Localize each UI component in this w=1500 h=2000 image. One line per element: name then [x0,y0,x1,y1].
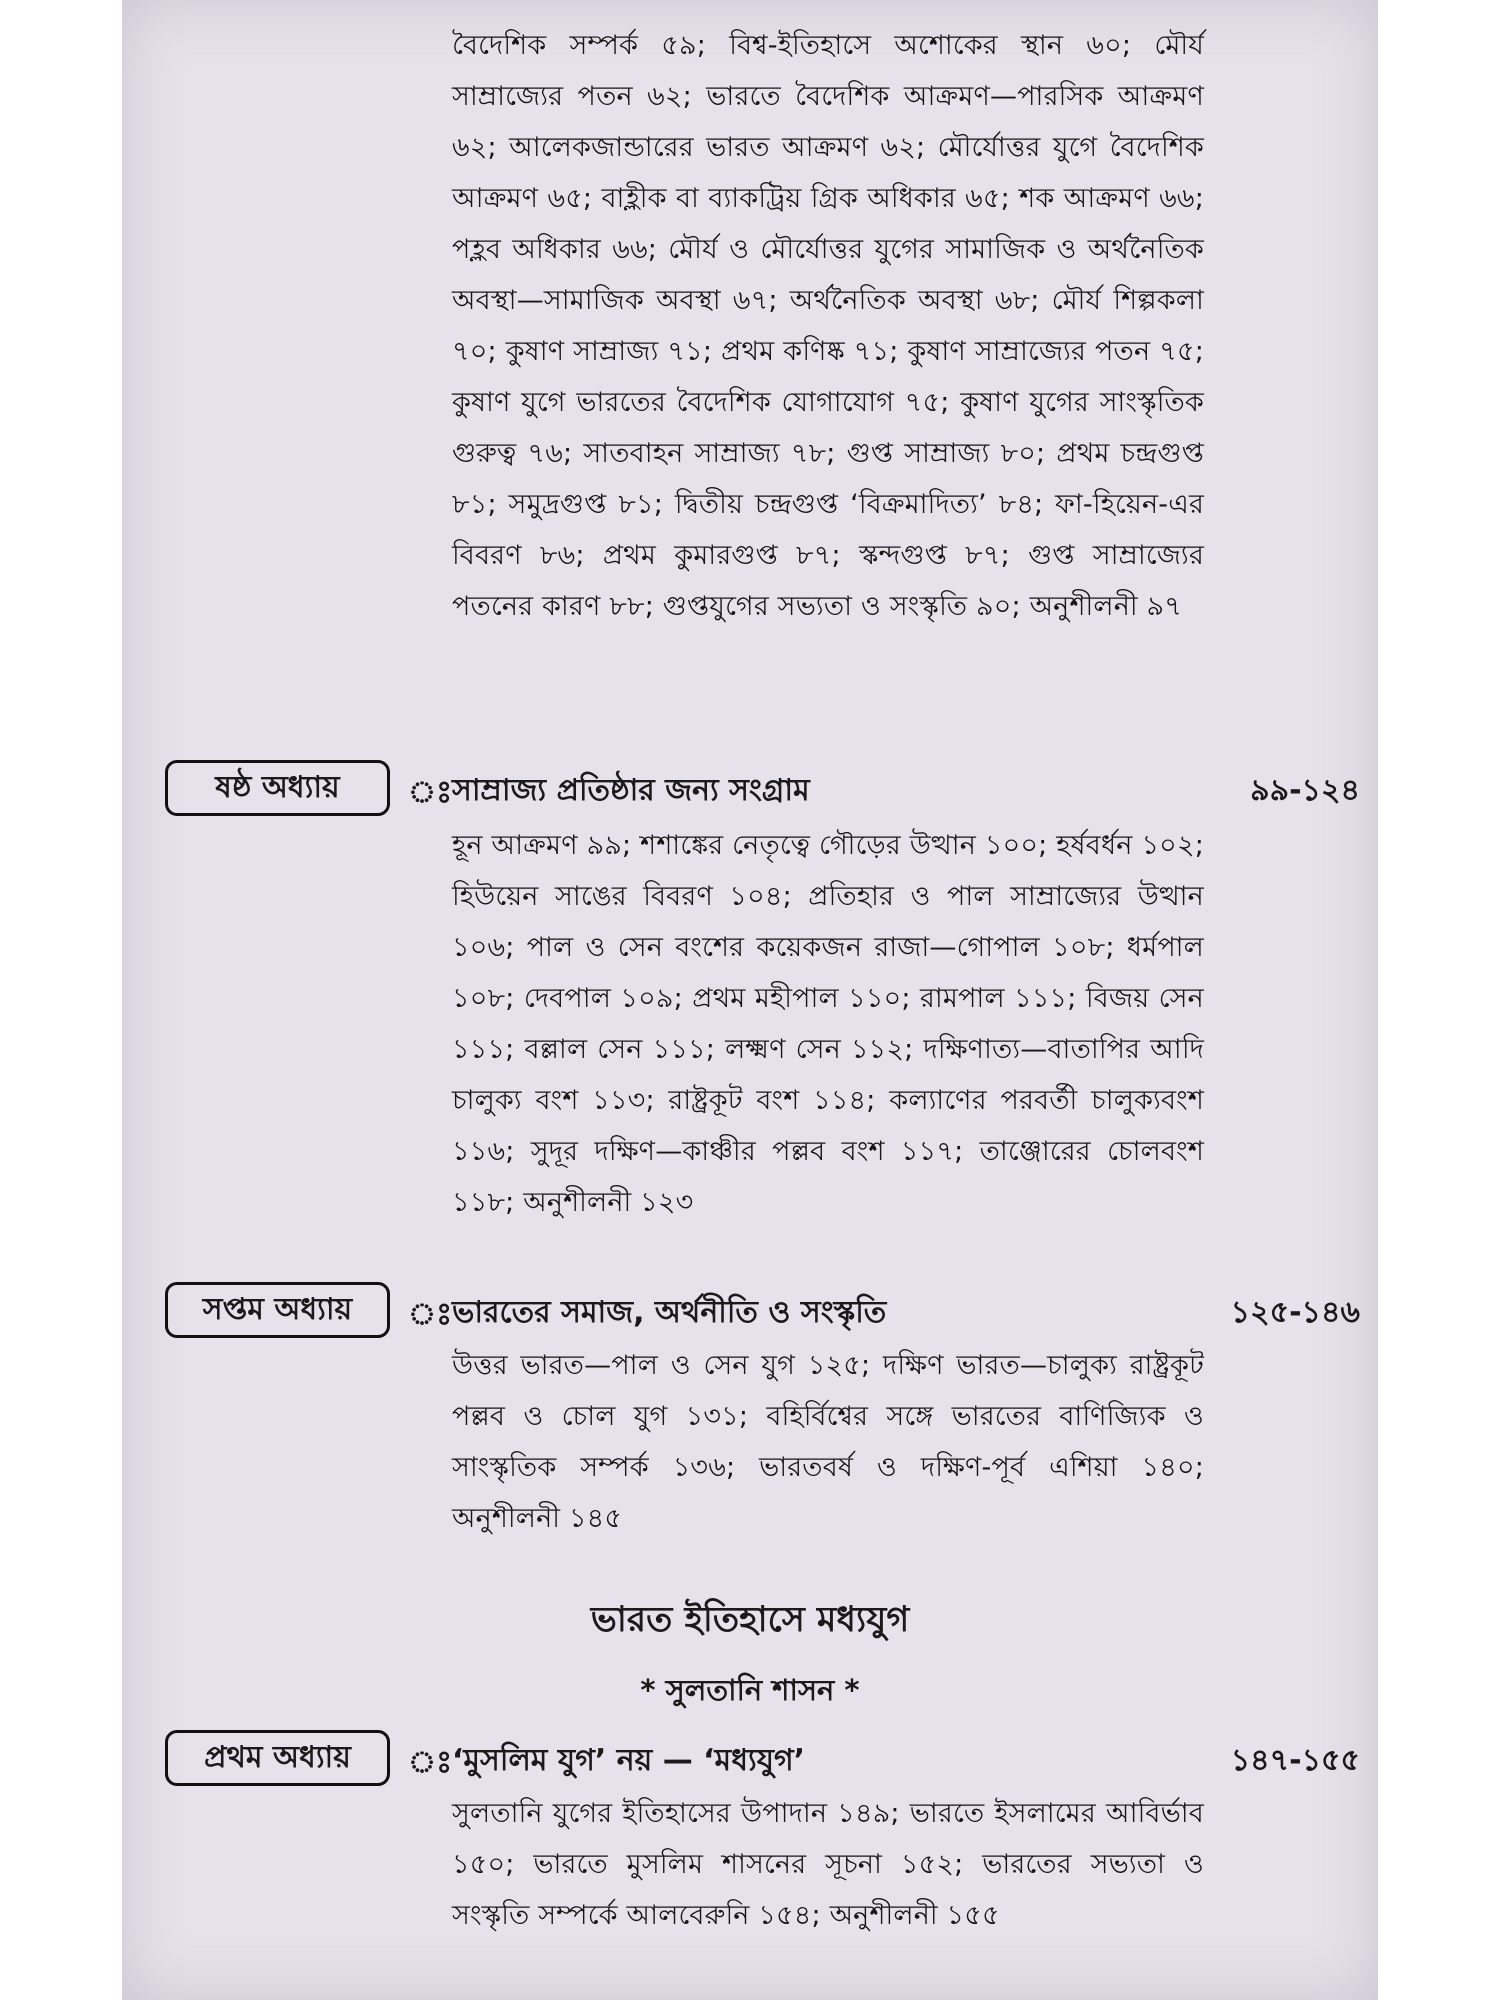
chapter-page-range: ৯৯-১২৪ [1250,773,1360,808]
chapter-title: ভারতের সমাজ, অর্থনীতি ও সংস্কৃতি [452,1295,887,1330]
section-title: ভারত ইতিহাসে মধ্যযুগ [590,1600,910,1640]
chapter-row-7 [0,1282,1500,1342]
intro-paragraph: বৈদেশিক সম্পর্ক ৫৯; বিশ্ব-ইতিহাসে অশোকের স্থান ৬০; মৌর্য সাম্রাজ্যের পতন ৬২; ভারতে বৈদেশিক আক্রমণ—পারসিক আক্রমণ ৬২; আলেকজান্ডারের ভারত আক্রমণ ৬২; মৌর্যোত্তর যুগে বৈদেশিক আক্রমণ ৬৫; বাহ্লীক বা ব্যাকট্রিয় গ্রিক অধিকার ৬৫; শক আক্রমণ ৬৬; পহ্লব অধিকার ৬৬; মৌর্য ও মৌর্যোত্তর যুগের সামাজিক ও অর্থনৈতিক অবস্থা—সামাজিক অবস্থা ৬৭; অর্থনৈতিক অবস্থা ৬৮; মৌর্য শিল্পকলা ৭০; কুষাণ সাম্রাজ্য ৭১; প্রথম কণিষ্ক ৭১; কুষাণ সাম্রাজ্যের পতন ৭৫; কুষাণ যুগে ভারতের বৈদেশিক যোগাযোগ ৭৫; কুষাণ যুগের সাংস্কৃতিক গুরুত্ব ৭৬; সাতবাহন সাম্রাজ্য ৭৮; গুপ্ত সাম্রাজ্য ৮০; প্রথম চন্দ্রগুপ্ত ৮১; সমুদ্রগুপ্ত ৮১; দ্বিতীয় চন্দ্রগুপ্ত ‘বিক্রমাদিত্য’ ৮৪; ফা-হিয়েন-এর বিবরণ ৮৬; প্রথম কুমারগুপ্ত ৮৭; স্কন্দগুপ্ত ৮৭; গুপ্ত সাম্রাজ্যের পতনের কারণ ৮৮; গুপ্তযুগের সভ্যতা ও সংস্কৃতি ৯০; অনুশীলনী ৯৭ [452,30,1204,622]
chapter-colon: ঃ [408,775,453,810]
chapter-row-medieval-1 [0,1730,1500,1790]
chapter-title: ‘মুসলিম যুগ’ নয় — ‘মধ্যযুগ’ [452,1743,806,1778]
chapter-colon: ঃ [408,1297,453,1332]
chapter-6-contents: হূন আক্রমণ ৯৯; শশাঙ্কের নেতৃত্বে গৌড়ের উত্থান ১০০; হর্ষবর্ধন ১০২; হিউয়েন সাঙের বিবরণ ১০৪; প্রতিহার ও পাল সাম্রাজ্যের উত্থান ১০৬; পাল ও সেন বংশের কয়েকজন রাজা—গোপাল ১০৮; ধর্মপাল ১০৮; দেবপাল ১০৯; প্রথম মহীপাল ১১০; রামপাল ১১১; বিজয় সেন ১১১; বল্লাল সেন ১১১; লক্ষ্মণ সেন ১১২; দক্ষিণাত্য—বাতাপির আদি চালুক্য বংশ ১১৩; রাষ্ট্রকূট বংশ ১১৪; কল্যাণের পরবর্তী চালুক্যবংশ ১১৬; সুদূর দক্ষিণ—কাঞ্চীর পল্লব বংশ ১১৭; তাঞ্জোরের চোলবংশ ১১৮; অনুশীলনী ১২৩ [452,830,1204,1218]
chapter-label-box: ষষ্ঠ অধ্যায় [165,760,390,816]
chapter-page-range: ১২৫-১৪৬ [1230,1295,1360,1330]
medieval-chapter-1-contents: সুলতানি যুগের ইতিহাসের উপাদান ১৪৯; ভারতে ইসলামের আবির্ভাব ১৫০; ভারতে মুসলিম শাসনের সূচনা ১৫২; ভারতের সভ্যতা ও সংস্কৃতি সম্পর্কে আলবেরুনি ১৫৪; অনুশীলনী ১৫৫ [452,1798,1204,1931]
chapter-label-box: সপ্তম অধ্যায় [165,1282,390,1338]
chapter-label-box: প্রথম অধ্যায় [165,1730,390,1786]
chapter-page-range: ১৪৭-১৫৫ [1230,1743,1360,1778]
chapter-row-6 [0,760,1500,820]
chapter-7-contents: উত্তর ভারত—পাল ও সেন যুগ ১২৫; দক্ষিণ ভারত—চালুক্য রাষ্ট্রকূট পল্লব ও চোল যুগ ১৩১; বহির্বিশ্বের সঙ্গে ভারতের বাণিজ্যিক ও সাংস্কৃতিক সম্পর্ক ১৩৬; ভারতবর্ষ ও দক্ষিণ-পূর্ব এশিয়া ১৪০; অনুশীলনী ১৪৫ [452,1350,1204,1534]
section-subtitle: * সুলতানি শাসন * [640,1673,860,1707]
chapter-colon: ঃ [408,1745,453,1780]
chapter-title: সাম্রাজ্য প্রতিষ্ঠার জন্য সংগ্রাম [452,773,810,808]
